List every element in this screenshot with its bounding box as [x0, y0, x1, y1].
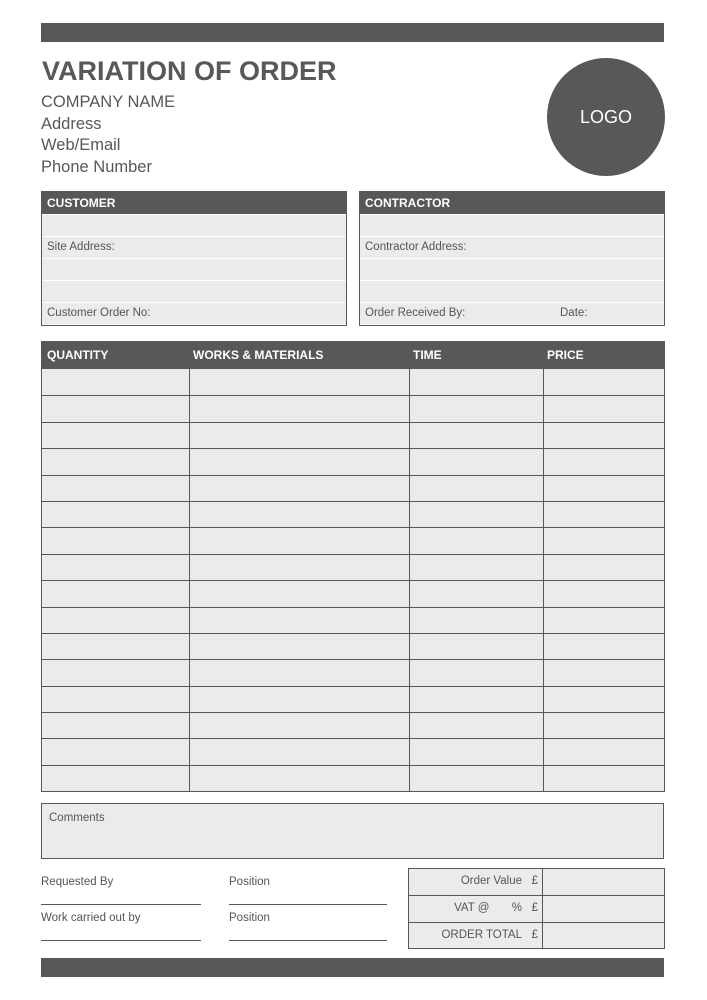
table-row — [42, 765, 664, 791]
requested-position-line[interactable] — [229, 904, 387, 905]
site-address-label: Site Address: — [47, 241, 115, 253]
table-row — [42, 369, 664, 395]
works-materials-cell[interactable] — [189, 476, 409, 501]
requested-by-line[interactable] — [41, 904, 201, 905]
works-materials-cell[interactable] — [189, 766, 409, 791]
table-row — [42, 527, 664, 553]
contractor-field-row[interactable] — [360, 259, 664, 280]
order-value-row — [409, 869, 664, 895]
comments-label: Comments — [49, 812, 105, 824]
time-cell[interactable] — [409, 555, 543, 580]
time-cell[interactable] — [409, 369, 543, 395]
customer-heading: CUSTOMER — [42, 192, 346, 214]
time-cell[interactable] — [409, 739, 543, 764]
carried-out-by-line[interactable] — [41, 940, 201, 941]
quantity-cell[interactable] — [42, 713, 189, 738]
works-materials-cell[interactable] — [189, 739, 409, 764]
customer-box — [41, 191, 347, 326]
price-cell[interactable] — [543, 396, 664, 421]
time-cell[interactable] — [409, 581, 543, 606]
company-phone: Phone Number — [41, 157, 152, 176]
quantity-cell[interactable] — [42, 476, 189, 501]
works-materials-cell[interactable] — [189, 528, 409, 553]
logo-text: LOGO — [579, 106, 632, 127]
price-cell[interactable] — [543, 634, 664, 659]
quantity-cell[interactable] — [42, 396, 189, 421]
vat-row — [409, 895, 664, 921]
table-row — [42, 686, 664, 712]
price-cell[interactable] — [543, 502, 664, 527]
currency-symbol: £ — [531, 875, 538, 887]
document-title: VARIATION OF ORDER — [42, 56, 337, 86]
carried-position-label: Position — [229, 912, 270, 924]
table-row — [42, 501, 664, 527]
requested-by-label: Requested By — [41, 876, 114, 888]
price-cell[interactable] — [543, 608, 664, 633]
works-materials-cell[interactable] — [189, 449, 409, 474]
table-row — [42, 738, 664, 764]
order-total-label-cell — [409, 923, 543, 948]
vat-label-cell — [409, 896, 543, 921]
table-row — [42, 580, 664, 606]
works-materials-cell[interactable] — [189, 687, 409, 712]
vat-percent: % — [511, 902, 522, 915]
contractor-box — [359, 191, 665, 326]
price-cell[interactable] — [543, 766, 664, 791]
time-cell[interactable] — [409, 449, 543, 474]
time-cell[interactable] — [409, 766, 543, 791]
works-materials-cell[interactable] — [189, 396, 409, 421]
works-materials-cell[interactable] — [189, 660, 409, 685]
time-cell[interactable] — [409, 502, 543, 527]
quantity-cell[interactable] — [42, 555, 189, 580]
vat-field[interactable] — [543, 896, 664, 921]
column-header-time: TIME — [413, 348, 442, 362]
table-row — [42, 659, 664, 685]
time-cell[interactable] — [409, 713, 543, 738]
table-row — [42, 395, 664, 421]
works-materials-cell[interactable] — [189, 555, 409, 580]
quantity-cell[interactable] — [42, 739, 189, 764]
works-materials-cell[interactable] — [189, 634, 409, 659]
quantity-cell[interactable] — [42, 660, 189, 685]
price-cell[interactable] — [543, 687, 664, 712]
price-cell[interactable] — [543, 449, 664, 474]
order-received-label: Order Received By: — [365, 307, 466, 319]
table-row — [42, 607, 664, 633]
contractor-field-row[interactable] — [360, 215, 664, 236]
table-row — [42, 554, 664, 580]
price-cell[interactable] — [543, 555, 664, 580]
order-total-label: ORDER TOTAL — [441, 928, 522, 941]
company-address: Address — [41, 114, 102, 133]
items-table-header — [41, 341, 665, 369]
works-materials-cell[interactable] — [189, 581, 409, 606]
works-materials-cell[interactable] — [189, 423, 409, 448]
price-cell[interactable] — [543, 739, 664, 764]
column-header-quantity: QUANTITY — [47, 348, 109, 362]
quantity-cell[interactable] — [42, 528, 189, 553]
order-value-label: Order Value — [460, 875, 522, 887]
column-header-price: PRICE — [547, 348, 584, 362]
quantity-cell[interactable] — [42, 608, 189, 633]
contractor-address-row[interactable] — [360, 237, 664, 258]
items-table — [41, 341, 665, 792]
company-name: COMPANY NAME — [41, 93, 176, 111]
quantity-cell[interactable] — [42, 766, 189, 791]
time-cell[interactable] — [409, 660, 543, 685]
table-row — [42, 633, 664, 659]
price-cell[interactable] — [543, 528, 664, 553]
customer-field-row[interactable] — [42, 281, 346, 302]
quantity-cell[interactable] — [42, 581, 189, 606]
price-cell[interactable] — [543, 369, 664, 395]
column-header-works-materials: WORKS & MATERIALS — [193, 348, 324, 362]
table-row — [42, 475, 664, 501]
quantity-cell[interactable] — [42, 634, 189, 659]
customer-order-no-label: Customer Order No: — [47, 307, 151, 319]
table-row — [42, 712, 664, 738]
site-address-row[interactable] — [42, 237, 346, 258]
works-materials-cell[interactable] — [189, 608, 409, 633]
quantity-cell[interactable] — [42, 449, 189, 474]
currency-symbol: £ — [531, 902, 538, 915]
customer-field-row[interactable] — [42, 215, 346, 236]
table-row — [42, 448, 664, 474]
time-cell[interactable] — [409, 528, 543, 553]
carried-position-line[interactable] — [229, 940, 387, 941]
price-cell[interactable] — [543, 713, 664, 738]
items-table-body — [41, 369, 665, 792]
company-details — [41, 92, 175, 178]
price-cell[interactable] — [543, 423, 664, 448]
comments-field[interactable] — [41, 803, 664, 859]
order-value-field[interactable] — [543, 869, 664, 895]
quantity-cell[interactable] — [42, 502, 189, 527]
quantity-cell[interactable] — [42, 687, 189, 712]
works-materials-cell[interactable] — [189, 369, 409, 395]
order-total-row — [409, 922, 664, 948]
carried-out-by-label: Work carried out by — [41, 912, 141, 924]
contractor-address-label: Contractor Address: — [365, 241, 467, 253]
price-cell[interactable] — [543, 660, 664, 685]
order-value-label-cell — [409, 869, 543, 895]
order-total-field[interactable] — [543, 923, 664, 948]
price-cell[interactable] — [543, 581, 664, 606]
table-row — [42, 422, 664, 448]
contractor-field-row[interactable] — [360, 281, 664, 302]
time-cell[interactable] — [409, 608, 543, 633]
time-cell[interactable] — [409, 476, 543, 501]
currency-symbol: £ — [531, 928, 538, 941]
customer-order-no-row[interactable] — [42, 303, 346, 324]
works-materials-cell[interactable] — [189, 713, 409, 738]
time-cell[interactable] — [409, 687, 543, 712]
requested-position-label: Position — [229, 876, 270, 888]
time-cell[interactable] — [409, 396, 543, 421]
date-label: Date: — [560, 307, 588, 319]
top-bar — [41, 23, 664, 42]
totals-table — [408, 868, 665, 949]
quantity-cell[interactable] — [42, 369, 189, 395]
company-web-email: Web/Email — [41, 136, 121, 154]
contractor-heading: CONTRACTOR — [360, 192, 664, 214]
customer-field-row[interactable] — [42, 259, 346, 280]
order-received-row[interactable] — [360, 303, 664, 324]
vat-label: VAT @ — [454, 902, 490, 915]
works-materials-cell[interactable] — [189, 502, 409, 527]
price-cell[interactable] — [543, 476, 664, 501]
time-cell[interactable] — [409, 634, 543, 659]
logo-placeholder — [547, 58, 665, 176]
quantity-cell[interactable] — [42, 423, 189, 448]
bottom-bar — [41, 958, 664, 977]
time-cell[interactable] — [409, 423, 543, 448]
